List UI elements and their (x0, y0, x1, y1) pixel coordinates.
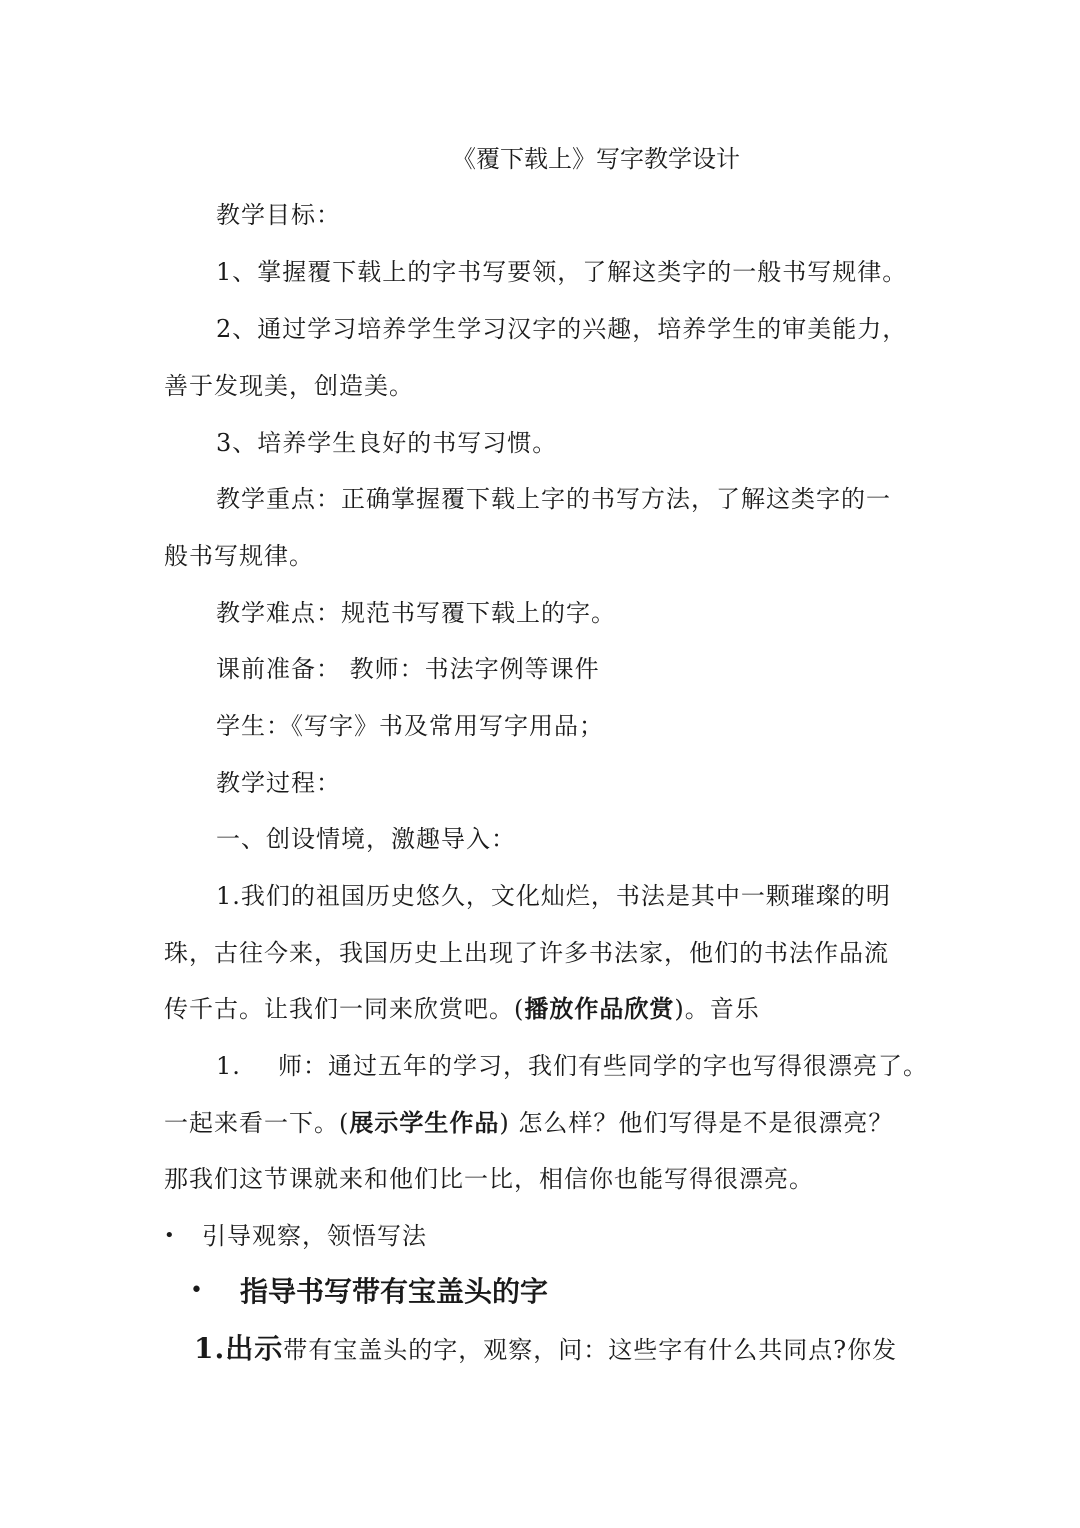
last-paragraph-text: 带有宝盖头的字，观察，问：这些字有什么共同点?你发 (283, 1336, 898, 1364)
key-point-line-2: 般书写规律。 (164, 542, 314, 570)
difficulty: 教学难点：规范书写覆下载上的字。 (216, 599, 616, 627)
paragraph-2-number: 1. (216, 1052, 241, 1080)
paragraph-2-line-1: 师：通过五年的学习，我们有些同学的字也写得很漂亮了。 (278, 1052, 928, 1080)
bullet-1-text: 引导观察，领悟写法 (202, 1222, 427, 1250)
section-1-heading: 一、创设情境，激趣导入： (216, 825, 516, 853)
prep-student: 学生：《写字》书及常用写字用品； (216, 712, 604, 740)
goals-label: 教学目标： (216, 201, 341, 229)
paragraph-1-tail: )。音乐 (674, 995, 760, 1023)
paragraph-1-line-3 (164, 994, 760, 1024)
last-paragraph-bold: 1.出示 (194, 1332, 284, 1365)
process-label: 教学过程： (216, 769, 341, 797)
bullet-dot-1: • (164, 1225, 175, 1246)
goal-2-line-2: 善于发现美，创造美。 (164, 372, 414, 400)
goal-3: 3、培养学生良好的书写习惯。 (216, 429, 558, 457)
prep-teacher: 课前准备： 教师：书法字例等课件 (216, 655, 600, 683)
bullet-dot-2: • (190, 1278, 203, 1303)
bullet-2-heading: 指导书写带有宝盖头的字 (240, 1275, 549, 1308)
document-title: 《覆下载上》写字教学设计 (452, 145, 740, 173)
paragraph-1-text: 传千古。让我们一同来欣赏吧。( (164, 995, 525, 1023)
paragraph-2-tail: ) 怎么样？他们写得是不是很漂亮？ (499, 1109, 894, 1137)
paragraph-2-line-2 (164, 1108, 893, 1138)
paragraph-1-bold: 播放作品欣赏 (524, 994, 675, 1023)
goal-1: 1、掌握覆下载上的字书写要领，了解这类字的一般书写规律。 (216, 258, 908, 286)
paragraph-2-line-3: 那我们这节课就来和他们比一比，相信你也能写得很漂亮。 (164, 1165, 814, 1193)
last-paragraph (194, 1334, 897, 1365)
key-point-line-1: 教学重点：正确掌握覆下载上字的书写方法，了解这类字的一 (216, 485, 891, 513)
paragraph-1-line-1: 1.我们的祖国历史悠久，文化灿烂，书法是其中一颗璀璨的明 (216, 882, 891, 910)
paragraph-2-bold: 展示学生作品 (349, 1108, 500, 1137)
goal-2-line-1: 2、通过学习培养学生学习汉字的兴趣，培养学生的审美能力， (216, 315, 908, 343)
paragraph-2-text: 一起来看一下。( (164, 1109, 350, 1137)
paragraph-1-line-2: 珠，古往今来，我国历史上出现了许多书法家，他们的书法作品流 (164, 939, 889, 967)
